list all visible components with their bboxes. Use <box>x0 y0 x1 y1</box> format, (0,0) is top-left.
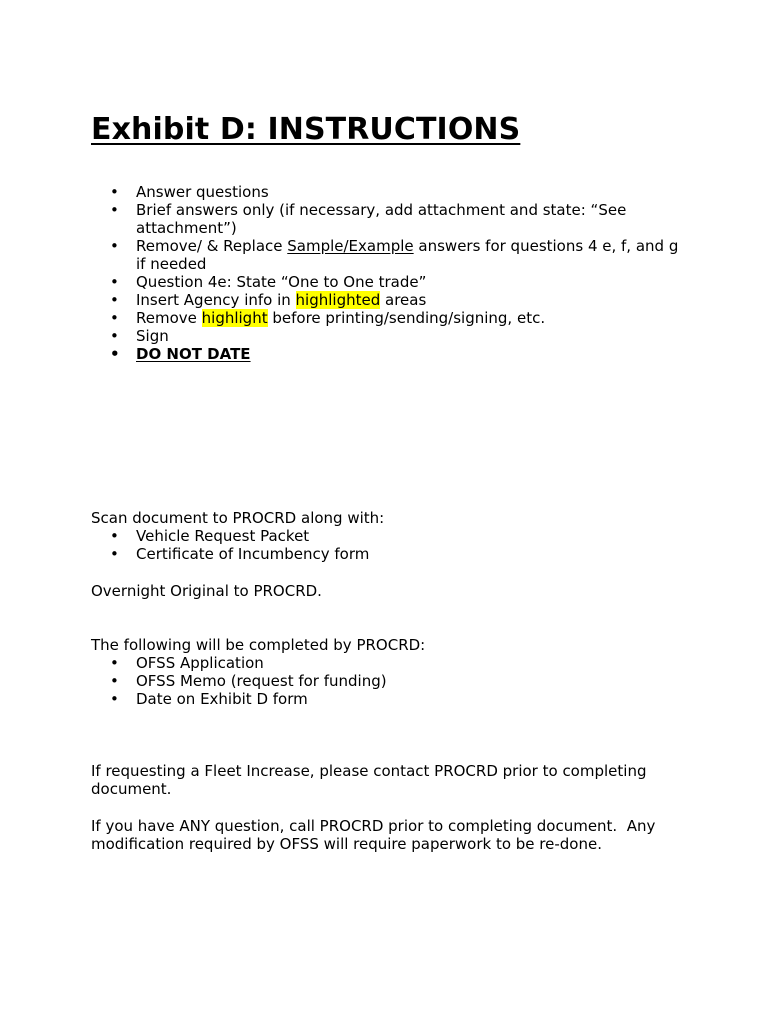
item-text-part: Remove/ & Replace <box>136 237 288 255</box>
item-text: Vehicle Request Packet <box>136 527 310 545</box>
list-item <box>91 545 691 563</box>
underlined-text: Sample/Example <box>287 237 414 255</box>
bullet-icon: • <box>110 545 119 563</box>
item-text: Brief answers only (if necessary, add attachment and state: “See attachment”) <box>136 201 627 237</box>
scan-section <box>91 509 691 563</box>
bullet-icon: • <box>110 327 119 345</box>
bullet-icon: • <box>110 690 119 708</box>
list-item <box>91 291 691 309</box>
bullet-icon: • <box>110 527 119 545</box>
list-item <box>91 237 691 273</box>
instructions-list <box>91 183 691 363</box>
scan-list <box>91 527 691 563</box>
list-item <box>91 345 691 363</box>
bullet-icon: • <box>110 672 119 690</box>
item-text: OFSS Memo (request for funding) <box>136 672 387 690</box>
item-text: Answer questions <box>136 183 269 201</box>
highlighted-text: highlighted <box>295 291 381 309</box>
highlighted-text: highlight <box>201 309 268 327</box>
overnight-text: Overnight Original to PROCRD. <box>91 582 322 600</box>
questions-section <box>91 817 681 853</box>
item-text <box>136 309 545 327</box>
item-text: Question 4e: State “One to One trade” <box>136 273 427 291</box>
procrd-list <box>91 654 691 708</box>
bullet-icon: • <box>110 654 119 672</box>
bullet-icon: • <box>110 309 119 327</box>
bullet-icon: • <box>110 237 119 255</box>
bullet-icon: • <box>110 273 119 291</box>
instructions-section <box>91 183 691 363</box>
overnight-section <box>91 582 691 600</box>
scan-intro: Scan document to PROCRD along with: <box>91 509 385 527</box>
item-text: OFSS Application <box>136 654 264 672</box>
fleet-text: If requesting a Fleet Increase, please contact PROCRD prior to completing document. <box>91 762 652 798</box>
list-item <box>91 309 691 327</box>
item-text: Certificate of Incumbency form <box>136 545 370 563</box>
questions-text: If you have ANY question, call PROCRD prior to completing document. Any modification required by OFSS will require paperwork to be re-done. <box>91 817 661 853</box>
list-item <box>91 654 691 672</box>
list-item <box>91 273 691 291</box>
item-text-part: answers for questions 4 e, f, and g if needed <box>136 237 679 273</box>
item-text-part: Remove <box>136 309 202 327</box>
bullet-icon: • <box>110 291 119 309</box>
item-text <box>136 291 426 309</box>
bullet-icon: • <box>110 201 119 219</box>
item-text-part: before printing/sending/signing, etc. <box>267 309 546 327</box>
list-item <box>91 327 691 345</box>
list-item <box>91 527 691 545</box>
procrd-section <box>91 636 691 708</box>
item-text <box>136 237 678 273</box>
item-text: Date on Exhibit D form <box>136 690 308 708</box>
item-text-part: Insert Agency info in <box>136 291 296 309</box>
item-text: Sign <box>136 327 169 345</box>
fleet-section <box>91 762 671 798</box>
bullet-icon: • <box>110 183 119 201</box>
list-item <box>91 183 691 201</box>
list-item <box>91 672 691 690</box>
procrd-intro: The following will be completed by PROCRD: <box>91 636 426 654</box>
bullet-icon: • <box>110 345 120 363</box>
item-text: DO NOT DATE <box>136 345 251 363</box>
list-item <box>91 201 691 237</box>
list-item <box>91 690 691 708</box>
item-text-part: areas <box>380 291 427 309</box>
page-title: Exhibit D: INSTRUCTIONS <box>91 112 521 147</box>
